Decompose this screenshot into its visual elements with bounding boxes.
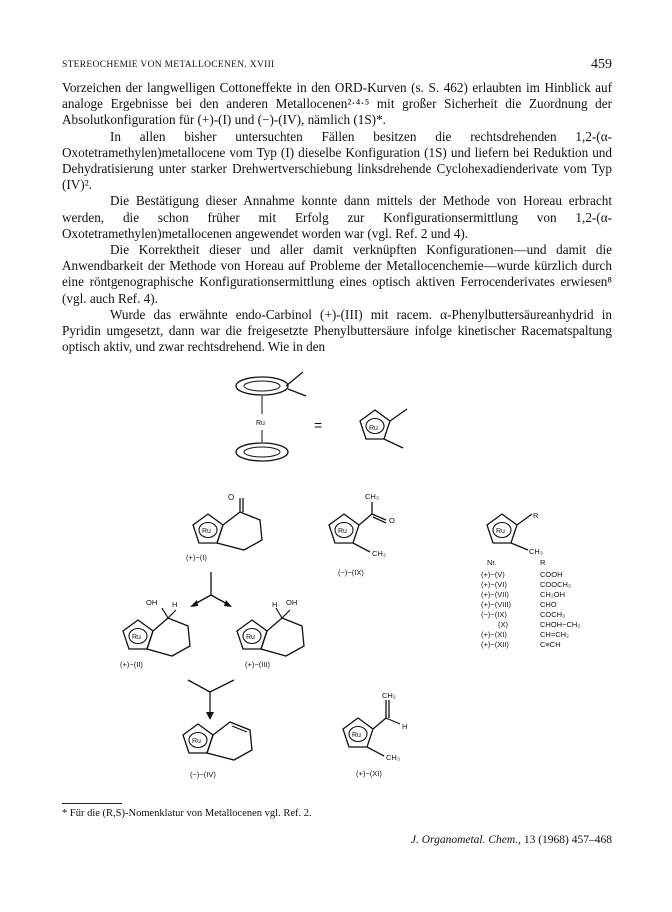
substituent-table: [481, 558, 580, 649]
equals-sign: =: [314, 417, 323, 433]
paragraph: Die Bestätigung dieser Annahme konnte dann mittels der Methode von Horeau erbracht werden, die schon früher mit Erfolg zur Konfigurationsermittlung von 1,2-(α-Oxotetramethylen)metallocenen angewendet worden war (vgl. Ref. 2 und 4).: [62, 193, 612, 241]
compound-II: [123, 608, 190, 656]
oh-label: OH: [146, 598, 158, 607]
ru-label: Ru: [369, 425, 378, 432]
table-cell-r: COOH: [540, 570, 563, 579]
table-cell-nr: (+)−(XII): [481, 640, 509, 649]
ru-label: Ru: [352, 732, 361, 739]
compound-XI: [343, 700, 400, 756]
ruthenocene-sandwich: [236, 372, 306, 461]
reaction-arrows: [188, 572, 234, 720]
ru-label: Ru: [132, 634, 141, 641]
compound-IX: [329, 502, 386, 552]
table-cell-r: CHOH−CH₃: [540, 620, 581, 629]
oxygen-label: O: [389, 516, 395, 525]
paragraph: In allen bisher untersuchten Fällen besitzen die rechtsdrehenden 1,2-(α-Oxotetramethylen)metallocene vom Typ (I) dieselbe Konfiguration (1S) und liefern bei Reduktion und Dehydratisierung unter starker Drehwertverschiebung linksdrehende Cyclohexadienderivate vom Typ (IV)².: [62, 128, 612, 193]
table-cell-nr: (+)−(V): [481, 570, 505, 579]
oxygen-label: O: [228, 493, 235, 502]
ch2-label: CH₂: [382, 691, 396, 700]
ch3-label: CH₃: [529, 547, 543, 556]
compound-I: [193, 498, 262, 550]
footnote-rule: [62, 803, 122, 804]
table-cell-r: CHO: [540, 600, 557, 609]
table-cell-nr: (+)−(XI): [481, 630, 507, 639]
table-cell-r: COOCH₃: [540, 580, 571, 589]
table-cell-r: CH=CH₂: [540, 630, 569, 639]
table-cell-r: C≡CH: [540, 640, 561, 649]
compound-III: [237, 608, 304, 656]
table-header-nr: Nr.: [487, 558, 497, 567]
table-cell-r: COCH₃: [540, 610, 566, 619]
h-label: H: [172, 600, 178, 609]
journal-ref: 13 (1968) 457–468: [523, 834, 612, 846]
ru-label: Ru: [192, 738, 201, 745]
footnote: * Für die (R,S)-Nomenklatur von Metallocenen vgl. Ref. 2.: [62, 808, 312, 819]
compound-label-III: (+)−(III): [245, 660, 271, 669]
compound-label-XI: (+)−(XI): [356, 769, 382, 778]
compound-label-IX: (−)−(IX): [338, 568, 364, 577]
h-label: H: [272, 600, 278, 609]
table-cell-nr: (−)−(IX): [481, 610, 507, 619]
table-cell-nr: (+)−(VIII): [481, 600, 512, 609]
paragraph: Die Korrektheit dieser und aller damit verknüpften Konfigurationen—und damit die Anwendbarkeit der Methode von Horeau auf Probleme der Metallocenchemie—wurde kürzlich durch eine röntgenographische Konfigurationsermittlung eines optisch aktiven Ferrocenderivates erwiesen⁸ (vgl. auch Ref. 4).: [62, 242, 612, 306]
table-cell-r: CH₂OH: [540, 590, 565, 599]
table-cell-nr: (+)−(VII): [481, 590, 509, 599]
ru-label: Ru: [256, 420, 265, 427]
h-label: H: [402, 722, 408, 731]
ru-label: Ru: [202, 528, 211, 535]
oh-label: OH: [286, 598, 298, 607]
ch3-label: CH₃: [386, 753, 400, 762]
abbreviated-ruthenocene: [360, 409, 407, 448]
running-title: STEREOCHEMIE VON METALLOCENEN. XVIII: [62, 60, 275, 70]
ru-label: Ru: [338, 528, 347, 535]
ch3-label: CH₃: [365, 492, 379, 501]
ch3-label: CH₃: [372, 549, 386, 558]
paragraph: Wurde das erwähnte endo-Carbinol (+)-(III) mit racem. α-Phenylbuttersäureanhydrid in Pyridin umgesetzt, dann war die freigesetzte Phenylbuttersäure infolge kinetischer Racematspaltung optisch aktiv, und zwar rechtsdrehend. Wie in den: [62, 306, 612, 355]
table-cell-nr: (X): [498, 620, 508, 629]
compound-label-I: (+)−(I): [186, 553, 207, 562]
paragraph: Vorzeichen der langwelligen Cottoneffekte in den ORD-Kurven (s. S. 462) erlaubten im Hinblick auf analoge Ergebnisse bei den anderen Metallocenen²·⁴·⁵ mit großer Sicherheit die Zuordnung der Absolutkonfiguration für (+)-(I) und (−)-(IV), nämlich (1S)*.: [62, 80, 612, 128]
page-number: 459: [591, 57, 612, 72]
journal-name: J. Organometal. Chem.,: [410, 834, 521, 846]
journal-citation: [411, 834, 612, 846]
compound-label-II: (+)−(II): [120, 660, 143, 669]
r-label: R: [533, 511, 539, 520]
ru-label: Ru: [246, 634, 255, 641]
table-cell-nr: (+)−(VI): [481, 580, 507, 589]
ru-label: Ru: [496, 528, 505, 535]
table-header-r: R: [540, 558, 546, 567]
compound-label-IV: (−)−(IV): [190, 770, 216, 779]
general-structure-R: [487, 514, 532, 550]
